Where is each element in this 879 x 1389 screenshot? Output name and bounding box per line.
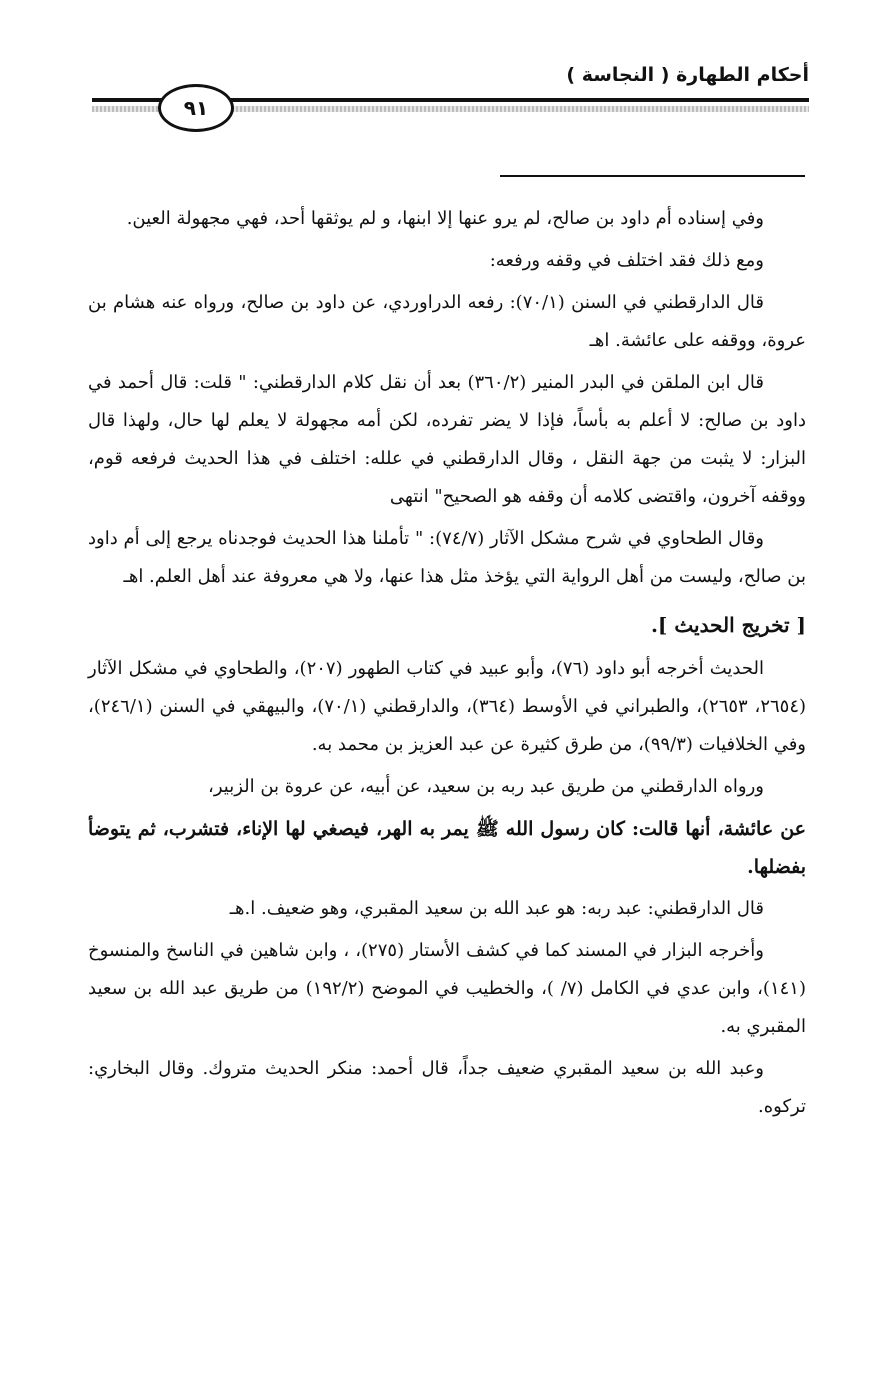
page-header bbox=[0, 0, 879, 140]
page-body bbox=[88, 200, 806, 1130]
paragraph-takhrij: الحديث أخرجه أبو داود (٧٦)، وأبو عبيد في كتاب الطهور (٢٠٧)، والطحاوي في مشكل الآثار (٢٦٥٤، ٢٦٥٣)، والطبراني في الأوسط (٣٦٤)، والدارقطني (٧٠/١)، والبيهقي في السنن (٢٤٦/١)، وفي الخلافيات (٩٩/٣)، من طرق كثيرة عن عبد العزيز بن محمد به. bbox=[88, 658, 807, 755]
page-number: ٩١ bbox=[158, 84, 234, 132]
hadith-text: عن عائشة، أنها قالت: كان رسول الله ﷺ يمر به الهر، فيصغي لها الإناء، فتشرب، ثم يتوضأ بفضلها. bbox=[88, 818, 806, 878]
paragraph-daraqutni-grading: قال الدارقطني: عبد ربه: هو عبد الله بن سعيد المقبري، وهو ضعيف. ا.هـ bbox=[229, 898, 764, 919]
paragraph-disagreement: ومع ذلك فقد اختلف في وقفه ورفعه: bbox=[489, 250, 764, 271]
paragraph-bazzar: وأخرجه البزار في المسند كما في كشف الأستار (٢٧٥)، ، وابن شاهين في الناسخ والمنسوخ (١٤١)، وابن عدي في الكامل (٧/ )، والخطيب في الموضح (١٩٢/٢) من طريق عبد الله بن سعيد المقبري به. bbox=[88, 940, 806, 1037]
paragraph-tahawi: وقال الطحاوي في شرح مشكل الآثار (٧٤/٧): " تأملنا هذا الحديث فوجدناه يرجع إلى أم داود بن صالح، وليست من أهل الرواية التي يؤخذ مثل هذا عنها، ولا هي معروفة عند أهل العلم. اهـ bbox=[88, 528, 806, 587]
paragraph-ibn-mulaqqin: قال ابن الملقن في البدر المنير (٣٦٠/٢) بعد أن نقل كلام الدارقطني: " قلت: قال أحمد في داود بن صالح: لا أعلم به بأساً، فإذا لا يضر تفرده، لكن أمه مجهولة لا يعلم لها حال، ولهذا قال البزار: لا يثبت من جهة النقل ، وقال الدارقطني في علله: اختلف في هذا الحديث فرفعه قوم، ووقفه آخرون، واقتضى كلامه أن وقفه هو الصحيح" انتهى bbox=[88, 372, 806, 507]
section-heading-takhrij: [ تخريج الحديث ]. bbox=[650, 613, 806, 637]
paragraph-isnad-note: وفي إسناده أم داود بن صالح، لم يرو عنها إلا ابنها، و لم يوثقها أحد، فهي مجهولة العين. bbox=[126, 208, 764, 229]
paragraph-daraqutni-sunan: قال الدارقطني في السنن (٧٠/١): رفعه الدراوردي، عن داود بن صالح، ورواه عنه هشام بن عروة، ووقفه على عائشة. اهـ bbox=[88, 292, 806, 351]
book-title: أحكام الطهارة ( النجاسة ) bbox=[566, 64, 809, 86]
footnote-separator bbox=[500, 175, 805, 177]
paragraph-daraqutni-route: ورواه الدارقطني من طريق عبد ربه بن سعيد، عن أبيه، عن عروة بن الزبير، bbox=[208, 776, 764, 797]
paragraph-maqburi-weak: وعبد الله بن سعيد المقبري ضعيف جداً، قال أحمد: منكر الحديث متروك. وقال البخاري: تركوه. bbox=[88, 1058, 806, 1117]
